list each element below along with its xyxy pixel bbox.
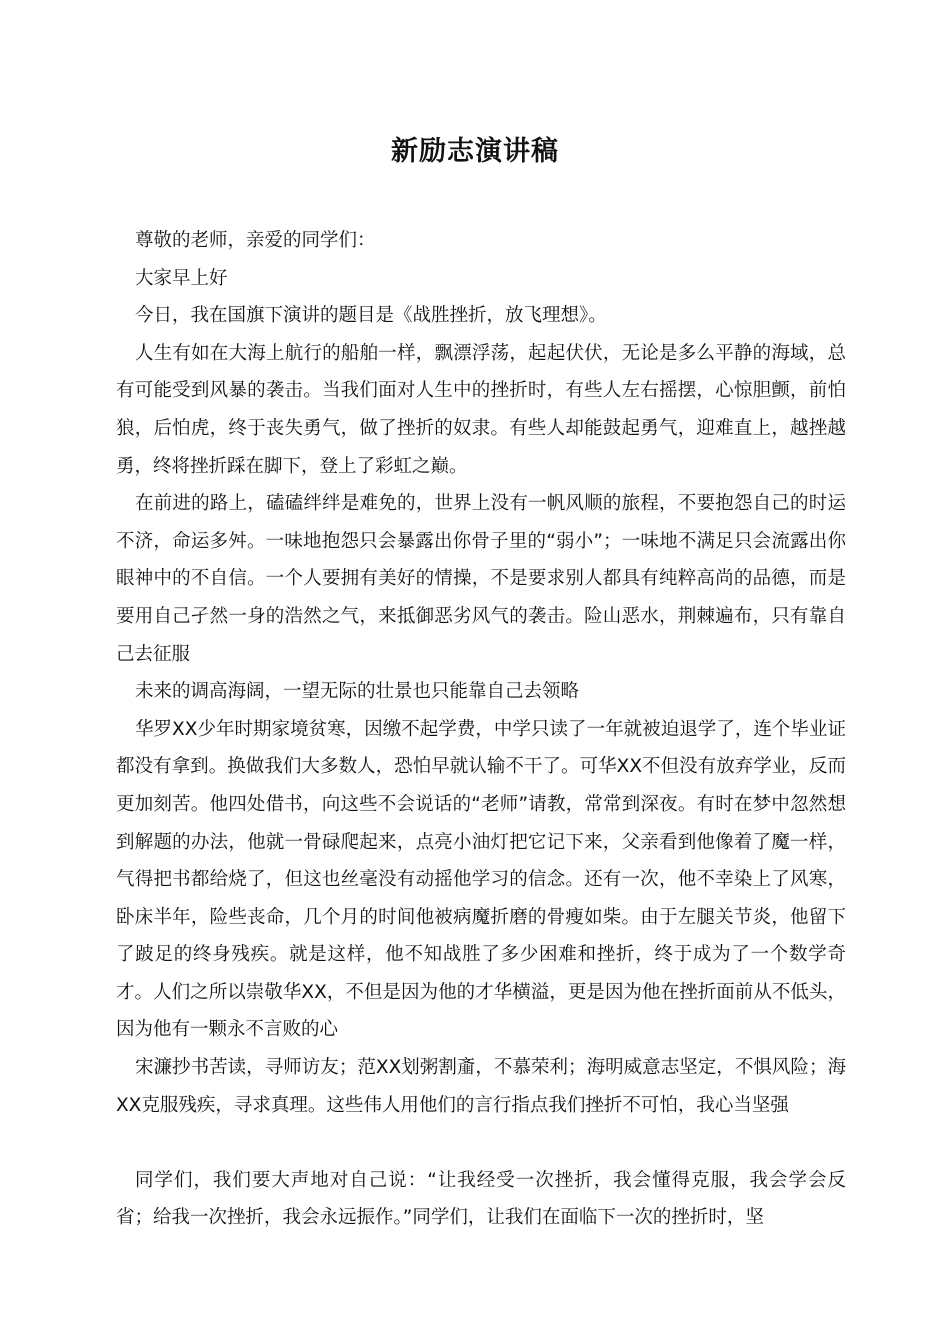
body-paragraph: 人生有如在大海上航行的船舶一样，飘漂浮荡，起起伏伏，无论是多么平静的海域，总有可能受到风暴的袭击。当我们面对人生中的挫折时，有些人左右摇摆，心惊胆颤，前怕狼，后怕虎，终于丧失勇气，做了挫折的奴隶。有些人却能鼓起勇气，迎难直上，越挫越勇，终将挫折踩在脚下，登上了彩虹之巅。 — [116, 342, 846, 477]
body-paragraph: 同学们，我们要大声地对自己说：“让我经受一次挫折，我会懂得克服，我会学会反省；给我一次挫折，我会永远振作。”同学们，让我们在面临下一次的挫折时，坚 — [116, 1169, 846, 1229]
body-paragraph: 宋濂抄书苦读，寻师访友；范XX划粥割齑，不慕荣利；海明威意志坚定，不惧风险；海XX克服残疾，寻求真理。这些伟人用他们的言行指点我们挫折不可怕，我心当坚强 — [116, 1057, 846, 1116]
body-paragraph: 未来的调高海阔，一望无际的壮景也只能靠自己去领略 — [135, 681, 580, 703]
document-title: 新励志演讲稿 — [391, 136, 559, 167]
document-body — [116, 222, 846, 1237]
greeting: 大家早上好 — [135, 267, 228, 289]
body-paragraph: 华罗XX少年时期家境贫寒，因缴不起学费，中学只读了一年就被迫退学了，连个毕业证都没有拿到。换做我们大多数人，恐怕早就认输不干了。可华XX不但没有放弃学业，反而更加刻苦。他四处借书，向这些不会说话的“老师”请教，常常到深夜。有时在梦中忽然想到解题的办法，他就一骨碌爬起来，点亮小油灯把它记下来，父亲看到他像着了魔一样，气得把书都给烧了，但这也丝毫没有动摇他学习的信念。还有一次，他不幸染上了风寒，卧床半年，险些丧命，几个月的时间他被病魔折磨的骨瘦如柴。由于左腿关节炎，他留下了跛足的终身残疾。就是这样，他不知战胜了多少困难和挫折，终于成为了一个数学奇才。人们之所以崇敬华XX，不但是因为他的才华横溢，更是因为他在挫折面前从不低头，因为他有一颗永不言败的心 — [116, 718, 846, 1041]
speech-topic: 今日，我在国旗下演讲的题目是《战胜挫折，放飞理想》。 — [135, 305, 607, 327]
salutation: 尊敬的老师，亲爱的同学们： — [135, 230, 376, 251]
body-paragraph: 在前进的路上，磕磕绊绊是难免的，世界上没有一帆风顺的旅程，不要抱怨自己的时运不济，命运多舛。一味地抱怨只会暴露出你骨子里的“弱小”；一味地不满足只会流露出你眼神中的不自信。一个人要拥有美好的情操，不是要求别人都具有纯粹高尚的品德，而是要用自己孑然一身的浩然之气，来抵御恶劣风气的袭击。险山恶水，荆棘遍布，只有靠自己去征服 — [116, 493, 846, 665]
